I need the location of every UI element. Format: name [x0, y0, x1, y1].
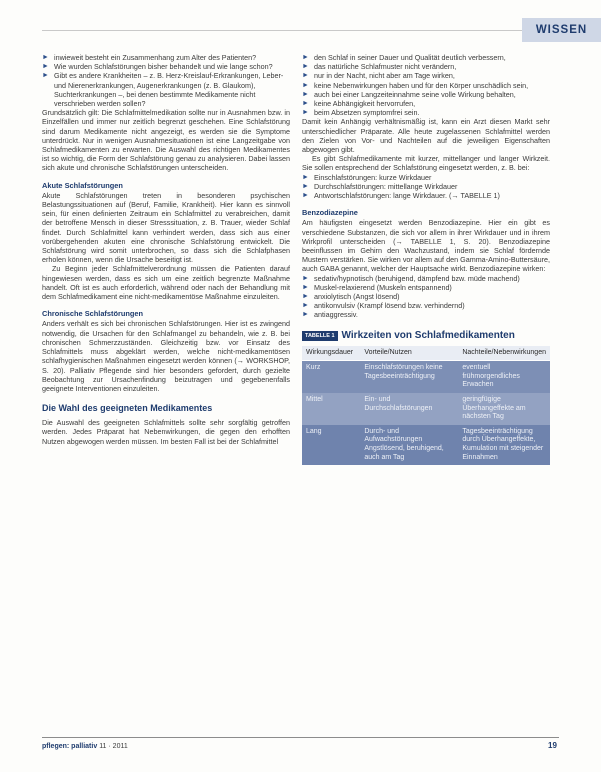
paragraph: Es gibt Schlafmedikamente mit kurzer, mittellanger und langer Wirkzeit. Sie sollen entsprechend der Schlafstörung eingesetzt werden, z. B. bei:	[302, 154, 550, 173]
list-item: ► keine Nebenwirkungen haben und für den Körper unschädlich sein,	[302, 80, 529, 90]
footer-rule	[42, 737, 559, 738]
bullet-arrow-icon: ►	[42, 72, 49, 80]
bullet-arrow-icon: ►	[302, 293, 309, 301]
table-label: TABELLE 1	[302, 331, 338, 341]
paragraph: Damit kein Anhängig verhältnismäßig ist, kann ein Arzt diesen Markt sehr unterschiedlicher Präparate. Alle heute zugelassenen Schlafmittel werden den Zielen von Vor- und Nachteilen auf die jeweiligen Eigenschaften abgewogen gibt.	[302, 117, 550, 155]
paragraph: Am häufigsten eingesetzt werden Benzodiazepine. Hier ein gibt es verschiedene Substanzen, die sich vor allem in ihrer Wirkdauer und in ihrem Wirkprofil unterscheiden (→ TABELLE 1, S. 20). Benzodiazepine beeinflussen im Gehirn den Wachzustand, indem sie Schlaf fördernde Mustern verstärken. Sie wirken vor allem auf den Gamma-Amino-Buttersäure, auch GABA genannt, welcher der Hauptsache wirkt. Benzodiazepine wirken:	[302, 218, 550, 274]
table-row	[302, 361, 550, 393]
subheading-acute: Akute Schlafstörungen	[42, 180, 123, 190]
right-bullet-list	[302, 53, 550, 117]
right-wirkdauer-list	[302, 173, 550, 201]
left-bullet-list	[42, 53, 290, 108]
bullet-arrow-icon: ►	[302, 173, 309, 181]
list-item: ► das natürliche Schlafmuster nicht verändern,	[302, 62, 457, 72]
table-cell: geringfügige Überhangeffekte am nächsten Tag	[458, 393, 550, 425]
list-item: ► anxiolytisch (Angst lösend)	[302, 292, 400, 302]
bullet-arrow-icon: ►	[302, 182, 309, 190]
list-item: ► beim Absetzen symptomfrei sein.	[302, 108, 420, 118]
table-header-row	[302, 346, 550, 361]
list-item: ► inwieweit besteht ein Zusammenhang zum Alter des Patienten?	[42, 53, 257, 62]
table-cell: Durch- und Aufwachstörungen Angstlösend, beruhigend, auch am Tag	[360, 425, 458, 465]
table-cell: eventuell frühmorgendliches Erwachen	[458, 361, 550, 393]
page-number: 19	[548, 741, 557, 750]
section-heading: Die Wahl des geeigneten Medikamentes	[42, 403, 213, 414]
bullet-arrow-icon: ►	[302, 109, 309, 117]
table-cell: Kurz	[302, 361, 360, 393]
table-cell: Tagesbeeinträchtigung durch Überhangeffekte, Kumulation mit steigender Einnahmen	[458, 425, 550, 465]
list-item: ► den Schlaf in seiner Dauer und Qualität deutlich verbessern,	[302, 53, 506, 62]
list-item: ► Antwortschlafstörungen: lange Wirkdauer. (→ TABELLE 1)	[302, 191, 500, 201]
table-header-cell: Wirkungsdauer	[302, 346, 360, 361]
table-cell: Einschlafstörungen keine Tagesbeeinträchtigung	[360, 361, 458, 393]
bullet-arrow-icon: ►	[302, 100, 309, 108]
paragraph: Zu Beginn jeder Schlafmittelverordnung müssen die Patienten darauf hingewiesen werden, dass es sich um eine zeitlich begrenzte Maßnahme handelt. Oft ist es auch erforderlich, während oder nach der Behandlung mit dem Schlafmedikament eine nicht-medikamentöse Maßnahme einzuleiten.	[42, 264, 290, 302]
list-item: ► keine Abhängigkeit hervorrufen,	[302, 99, 416, 109]
medication-table	[302, 346, 550, 466]
bullet-arrow-icon: ►	[302, 63, 309, 71]
benzo-effects-list	[302, 274, 550, 320]
footer-journal	[42, 742, 128, 751]
list-item: ► Wie wurden Schlafstörungen bisher behandelt und wie lange schon?	[42, 62, 273, 72]
table-row	[302, 425, 550, 465]
section-tab: WISSEN	[522, 18, 601, 42]
table-title: Wirkzeiten von Schlafmedikamenten	[341, 329, 515, 341]
list-item: ► sedativ/hypnotisch (beruhigend, dämpfend bzw. müde machend)	[302, 273, 520, 283]
bullet-arrow-icon: ►	[302, 274, 309, 282]
bullet-arrow-icon: ►	[302, 192, 309, 200]
table-caption	[302, 330, 550, 342]
table-header-cell: Vorteile/Nutzen	[360, 346, 458, 361]
table-cell: Ein- und Durchschlafstörungen	[360, 393, 458, 425]
list-item: ► Gibt es andere Krankheiten – z. B. Herz-Kreislauf-Erkrankungen, Leber- und Nierenerkrankungen, Augenerkrankungen (z. B. Glaukom), Suchterkrankungen –, bei denen bestimmte Medikamente nicht verschrieben werden sollen?	[42, 71, 284, 109]
bullet-arrow-icon: ►	[302, 72, 309, 80]
bullet-arrow-icon: ►	[302, 54, 309, 61]
bullet-arrow-icon: ►	[302, 283, 309, 291]
bullet-arrow-icon: ►	[302, 90, 309, 98]
right-column	[302, 53, 550, 465]
journal-issue: 11 · 2011	[99, 743, 128, 750]
table-header-cell: Nachteile/Nebenwirkungen	[458, 346, 550, 361]
list-item: ► auch bei einer Langzeiteinnahme seine volle Wirkung behalten,	[302, 89, 516, 99]
list-item: ► Durchschlafstörungen: mittellange Wirkdauer	[302, 181, 458, 191]
bullet-arrow-icon: ►	[302, 81, 309, 89]
list-item: ► antiaggressiv.	[302, 310, 358, 320]
left-column	[42, 53, 290, 446]
bullet-arrow-icon: ►	[42, 63, 49, 71]
journal-name: pflegen: palliativ	[42, 743, 98, 750]
paragraph: Die Auswahl des geeigneten Schlafmittels sollte sehr sorgfältig getroffen werden. Jedes Präparat hat Nebenwirkungen, die gegen den erhofften Nutzen abgewogen werden müssen. Im besten Fall ist bei der Schlafmittel	[42, 418, 290, 446]
header-rule	[42, 30, 530, 31]
bullet-arrow-icon: ►	[302, 302, 309, 310]
table-row	[302, 393, 550, 425]
paragraph: Akute Schlafstörungen treten in besonderen psychischen Belastungssituationen auf (Beruf, Familie, Krankheit). Hier kann es sinnvoll sein, für einen definierten Zeitraum ein Schlafmittel zu verabreichen, damit der betroffene Mensch in dieser Stresssituation, z. B. Trauer, wieder Schlaf findet. Durch Schlafmittel kann verhindert werden, dass sich aus einer vorübergehenden akuten eine chronische Schlafstörung entwickelt. Die Schlafstörung wird somit unterbrochen, so dass sich die Schlafphasen erholen können, wenn die Ursache beseitigt ist.	[42, 190, 290, 265]
paragraph: Grundsätzlich gilt: Die Schlafmittelmedikation sollte nur in Ausnahmen bzw. in Einzelfällen und immer nur zeitlich begrenzt geschehen. Eine Schlafstörung sind darum Medikamente nicht angezeigt, es werden sie die Symptome unterdrückt. Nur in wenigen Ausnahmesituationen ist eine Langzeitgabe von Schlafmedikamenten zu erwarten. Die Auswahl des richtigen Medikamentes ist so wichtig, die Form der Schlafstörung genau zu analysieren. Dabei lassen sich akute und chronische Schlafstörungen unterscheiden.	[42, 108, 290, 173]
table-cell: Lang	[302, 425, 360, 465]
paragraph: Anders verhält es sich bei chronischen Schlafstörungen. Hier ist es zwingend notwendig, die Ursachen für den Schlafmangel zu behandeln, wie z. B. bei chronischen Schmerzzuständen. Gleichzeitig bzw. vor Einsatz des Schlafmittels muss abgeklärt werden, welche nicht-medikamentösen schlafhygienischen Maßnahmen eingesetzt werden können (→ WORKSHOP, S. 20). Palliativ Pflegende sind hier besonders gefordert, durch gezielte Beobachtung zur Ursachenfindung beizutragen und gegebenenfalls geeignete Interventionen einzuleiten.	[42, 319, 290, 393]
list-item: ► antikonvulsiv (Krampf lösend bzw. verhindernd)	[302, 301, 465, 311]
subheading-benzodiazepine: Benzodiazepine	[302, 208, 358, 218]
list-item: ► Muskel-relaxierend (Muskeln entspannend)	[302, 282, 452, 292]
bullet-arrow-icon: ►	[42, 54, 49, 61]
list-item: ► nur in der Nacht, nicht aber am Tage wirken,	[302, 71, 455, 81]
bullet-arrow-icon: ►	[302, 311, 309, 319]
list-item: ► Einschlafstörungen: kurze Wirkdauer	[302, 172, 432, 182]
subheading-chronic: Chronische Schlafstörungen	[42, 309, 144, 319]
table-cell: Mittel	[302, 393, 360, 425]
